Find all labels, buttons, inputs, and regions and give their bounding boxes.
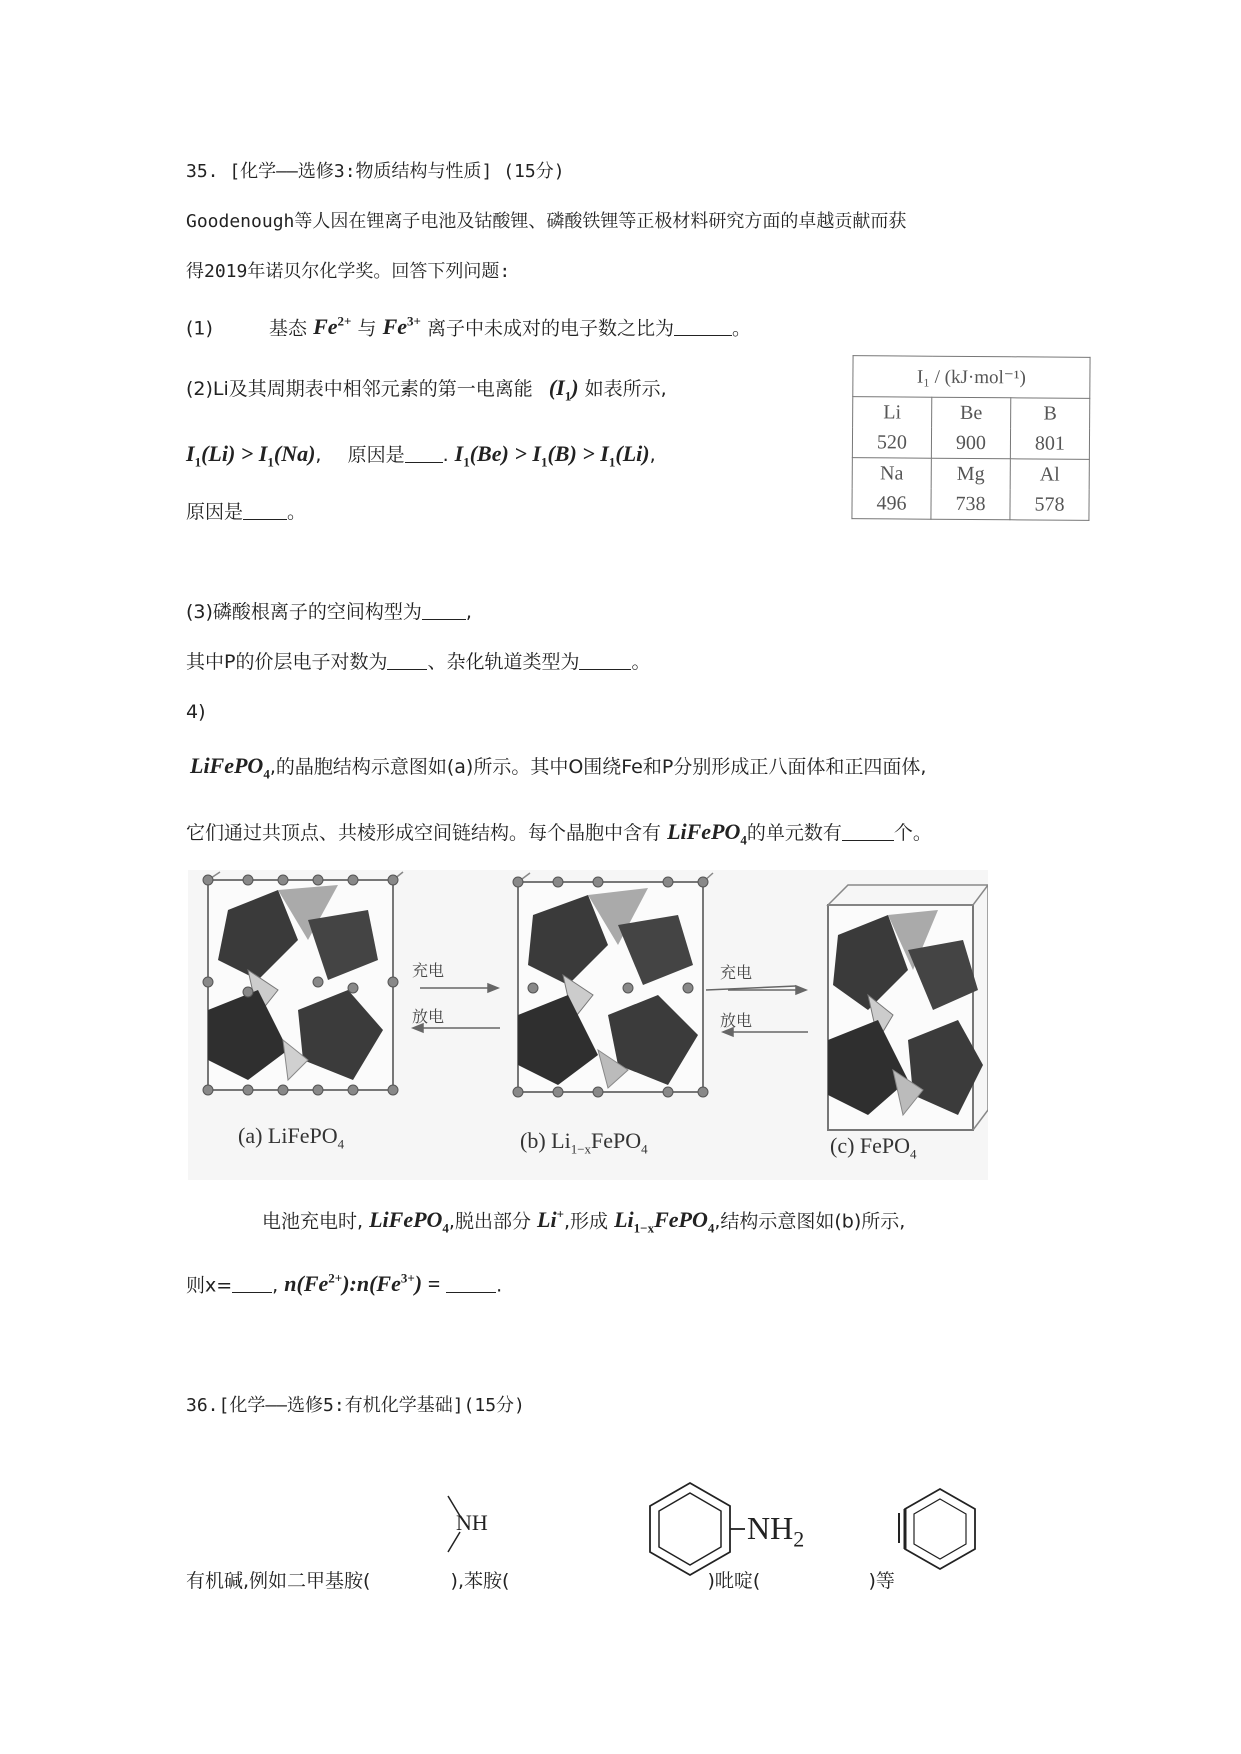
fe-ratio-expression: $n(Fe^{2+}):n(Fe^{3+})$ =: [284, 1271, 441, 1297]
q35-title: 35. [化学——选修3:物质结构与性质] (15分): [186, 161, 565, 182]
table-cell: Na: [852, 458, 931, 489]
part-2-text-b: 如表所示,: [584, 378, 667, 400]
caption-b: (b) $Li_{1-x}FePO_4$: [520, 1128, 648, 1157]
answer-blank: [387, 669, 427, 670]
inequality-li-na: $I_1(Li) > I_1(Na)$: [186, 441, 316, 470]
q36-title: 36.[化学——选修5:有机化学基础](15分): [186, 1395, 525, 1416]
part-4-line1: LiFePO$_4$,的晶胞结构示意图如(a)所示。其中O围绕Fe和P分别形成正八面体和正四面体,: [190, 753, 927, 782]
cell-b: [513, 873, 713, 1097]
q35-intro-line2: 得2019年诺贝尔化学奖。回答下列问题:: [186, 261, 511, 282]
lifepo4-formula: LiFePO$_4$: [190, 753, 270, 782]
table-cell: B: [1011, 398, 1090, 429]
aniline-nh2-label: $NH_2$: [747, 1510, 805, 1552]
cell-c: [828, 885, 988, 1130]
table-cell: 738: [931, 489, 1010, 520]
table-cell: Be: [932, 397, 1011, 428]
part-1: (1) 基态 $Fe^{2+}$ 与 $Fe^{3+}$ 离子中未成对的电子数之比为 。: [186, 314, 752, 340]
discharge-label-2: 放电: [720, 1011, 753, 1030]
table-cell: 578: [1010, 489, 1089, 520]
part-2-text: (2)Li及其周期表中相邻元素的第一电离能: [186, 378, 533, 400]
reason-label-2: 原因是: [186, 501, 244, 523]
part-2-line2: $I_1(Li) > I_1(Na)$, 原因是 . $I_1(Be) > I_1(B) > I_1(Li)$,: [186, 441, 656, 470]
table-cell: Mg: [931, 458, 1010, 489]
table-cell: 520: [852, 427, 931, 458]
part-1-text-c: 离子中未成对的电子数之比为: [426, 317, 674, 340]
part-1-text-b: 与: [357, 317, 377, 340]
answer-blank: [422, 619, 466, 620]
caption-a: (a) LiFePO$_4$: [238, 1123, 345, 1152]
answer-blank: [674, 335, 732, 336]
q36-bases-line: 有机碱,例如二甲基胺( ),苯胺( )吡啶( )等: [186, 1570, 895, 1592]
li-ion: Li+: [537, 1207, 564, 1233]
part-1-number: (1): [186, 317, 213, 340]
fe3-ion: $Fe^{3+}$: [382, 314, 421, 340]
answer-blank: [446, 1292, 496, 1293]
i1-symbol: $(I_1)$: [548, 375, 579, 404]
lifepo4-formula: LiFePO$_4$: [369, 1207, 449, 1236]
answer-blank: [405, 462, 443, 463]
table-cell: Al: [1010, 459, 1089, 490]
q35-intro-line1: Goodenough等人因在锂离子电池及钴酸锂、磷酸铁锂等正极材料研究方面的卓越贡献而获: [186, 211, 907, 232]
answer-blank: [243, 519, 287, 520]
part-2-line3: 原因是 。: [186, 501, 307, 523]
part-1-text-a: 基态: [269, 317, 308, 340]
discharge-label-1: 放电: [412, 1007, 445, 1026]
part-4-number: 4): [186, 701, 206, 723]
cell-a: [203, 872, 403, 1095]
table-header: I₁ / (kJ·mol⁻¹): [853, 356, 1090, 399]
part-3-line1: (3)磷酸根离子的空间构型为 ,: [186, 601, 472, 623]
inequality-be-b-li: $I_1(Be) > I_1(B) > I_1(Li)$: [454, 441, 650, 470]
aniline-structure: [635, 1475, 745, 1585]
charge-label-1: 充电: [412, 961, 445, 980]
caption-c: (c) FePO$_4$: [830, 1133, 917, 1162]
answer-blank: [232, 1292, 272, 1293]
charge-label-2: 充电: [720, 963, 753, 982]
table-cell: Li: [853, 397, 932, 428]
dimethylamine-nh-label: NH: [456, 1510, 488, 1535]
part-4-line2: 它们通过共顶点、共棱形成空间链结构。每个晶胞中含有 LiFePO$_4$的单元数有 个。: [186, 819, 932, 848]
pyridine-structure: [895, 1483, 985, 1583]
answer-blank: [579, 669, 631, 670]
part-4-line3: 电池充电时, LiFePO$_4$,脱出部分 Li+,形成 $Li_{1-x}FePO_4$,结构示意图如(b)所示,: [262, 1207, 906, 1236]
lifepo4-formula: LiFePO$_4$: [667, 819, 747, 848]
part-3-line2: 其中P的价层电子对数为 、杂化轨道类型为 。: [186, 651, 651, 673]
li1x-fepo4-formula: $Li_{1-x}FePO_4$: [614, 1207, 715, 1236]
ionization-energy-table: [851, 355, 1090, 521]
table-cell: 496: [852, 488, 931, 519]
part-4-line4: 则x= , $n(Fe^{2+}):n(Fe^{3+})$ = .: [186, 1271, 503, 1297]
fe2-ion: $Fe^{2+}$: [313, 314, 352, 340]
part-2-line1: [186, 377, 667, 402]
table-cell: 900: [931, 428, 1010, 459]
reason-label-1: 原因是: [347, 444, 405, 466]
answer-blank: [842, 840, 894, 841]
table-cell: 801: [1010, 428, 1089, 459]
